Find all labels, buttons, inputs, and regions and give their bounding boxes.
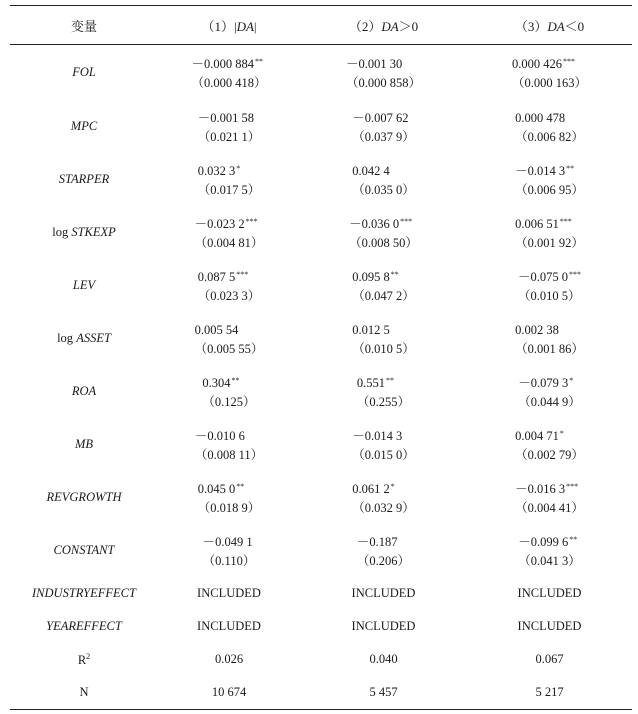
header-model-3-prefix: （3）: [514, 18, 548, 34]
summary-cell: 0.026: [214, 652, 244, 666]
coefficient: [352, 424, 415, 446]
standard-error: （0.008 11）: [194, 448, 264, 462]
summary-cell: 5 217: [467, 676, 632, 710]
standard-error: （0.008 50）: [349, 236, 418, 250]
variable-label: YEAREFFECT: [46, 619, 122, 633]
coefficient: [515, 159, 584, 181]
estimate-block: [357, 530, 410, 571]
estimate-cell: [467, 524, 632, 577]
coefficient: [198, 477, 261, 499]
coefficient-value: －0.001 58: [197, 111, 254, 125]
table-row: [10, 312, 632, 365]
coefficient: [195, 212, 264, 234]
significance-stars: ***: [569, 270, 581, 279]
coefficient: [518, 530, 581, 552]
coefficient: [357, 371, 410, 393]
variable-name: [10, 312, 158, 365]
estimate-block: [352, 477, 415, 518]
standard-error: （0.017 5）: [197, 183, 261, 197]
estimate-cell: [467, 259, 632, 312]
estimate-block: [198, 159, 261, 200]
estimate-block: [518, 530, 581, 571]
estimate-block: [198, 106, 261, 147]
summary-cell: 10 674: [158, 676, 300, 710]
standard-error: （0.255）: [356, 395, 411, 409]
standard-error: （0.006 95）: [515, 183, 584, 197]
estimate-block: [195, 212, 264, 253]
significance-stars: ***: [559, 217, 572, 226]
coefficient: [352, 106, 415, 128]
estimate-cell: [467, 312, 632, 365]
coefficient-value: 0.005 54: [194, 323, 239, 337]
estimate-block: [352, 159, 415, 200]
estimate-cell: [158, 153, 300, 206]
table-row: [10, 676, 632, 710]
summary-cell: INCLUDED: [351, 619, 416, 633]
standard-error: （0.004 81）: [194, 236, 264, 250]
coefficient: [515, 424, 584, 446]
coefficient: [195, 424, 263, 446]
coefficient-value: 0.006 51: [515, 217, 559, 231]
estimate-block: [515, 159, 584, 200]
variable-prefix: log: [57, 331, 77, 345]
estimate-cell: [300, 365, 467, 418]
standard-error: （0.047 2）: [352, 289, 415, 303]
estimate-cell: [158, 312, 300, 365]
coefficient: [198, 106, 261, 128]
coefficient-value: 0.045 0: [197, 482, 236, 496]
header-model-2-suffix: ＞0: [398, 18, 419, 34]
variable-name: [10, 100, 158, 153]
estimate-block: [203, 530, 256, 571]
coefficient-value: 0.002 38: [515, 323, 559, 337]
estimate-cell: [158, 45, 300, 101]
header-model-3-var: DA: [547, 18, 565, 34]
coefficient-value: －0.000 884: [191, 57, 254, 71]
variable-label: MPC: [70, 119, 98, 133]
header-model-2: [300, 6, 467, 45]
coefficient: [518, 265, 581, 287]
header-model-2-prefix: （2）: [348, 18, 382, 34]
table-row: [10, 45, 632, 101]
coefficient-value: 0.042 4: [352, 164, 390, 178]
standard-error: （0.037 9）: [352, 130, 415, 144]
standard-error: （0.005 55）: [194, 342, 264, 356]
variable-name: [10, 206, 158, 259]
estimate-block: [518, 371, 581, 412]
variable-name: [10, 418, 158, 471]
header-model-2-var: DA: [381, 18, 399, 34]
variable-name: [10, 524, 158, 577]
variable-name: [10, 365, 158, 418]
estimate-cell: [467, 206, 632, 259]
header-variable: 变量: [10, 6, 158, 45]
summary-cell: INCLUDED: [517, 619, 582, 633]
significance-stars: **: [386, 376, 395, 385]
estimate-cell: [300, 524, 467, 577]
coefficient: [518, 371, 581, 393]
estimate-block: [515, 212, 584, 253]
table-row: [10, 259, 632, 312]
estimate-cell: [158, 100, 300, 153]
estimate-cell: [467, 471, 632, 524]
standard-error: （0.110）: [202, 554, 256, 568]
estimate-cell: [467, 418, 632, 471]
coefficient-value: －0.001 30: [345, 57, 403, 71]
summary-cell: 0.067: [535, 652, 564, 666]
variable-label: CONSTANT: [53, 543, 115, 557]
coefficient: [512, 52, 587, 74]
significance-stars: **: [236, 482, 245, 491]
standard-error: （0.000 163）: [511, 76, 587, 90]
estimate-cell: [300, 312, 467, 365]
significance-stars: *: [390, 482, 395, 491]
standard-error: （0.018 9）: [197, 501, 261, 515]
coefficient: [346, 52, 421, 74]
table-row: [10, 100, 632, 153]
standard-error: （0.001 92）: [515, 236, 584, 250]
estimate-block: [352, 318, 415, 359]
estimate-cell: [158, 524, 300, 577]
estimate-block: [512, 52, 587, 93]
table-row: [10, 418, 632, 471]
significance-stars: *: [236, 164, 241, 173]
coefficient: [352, 318, 415, 340]
coefficient: [198, 265, 261, 287]
table-row: [10, 365, 632, 418]
significance-stars: *: [569, 376, 574, 385]
summary-cell: 5 457: [300, 676, 467, 710]
estimate-block: [349, 212, 418, 253]
coefficient-value: －0.014 3: [352, 429, 403, 443]
variable-label: STARPER: [58, 172, 110, 186]
significance-stars: **: [231, 376, 240, 385]
significance-stars: ***: [245, 217, 258, 226]
variable-label: REVGROWTH: [46, 490, 122, 504]
estimate-block: [515, 106, 584, 147]
estimate-block: [515, 477, 584, 518]
coefficient-value: －0.187: [356, 535, 398, 549]
estimate-cell: [300, 100, 467, 153]
significance-stars: ***: [562, 57, 575, 66]
table-row: [10, 471, 632, 524]
coefficient-value: 0.061 2: [352, 482, 390, 496]
estimate-block: [195, 318, 264, 359]
estimate-cell: [158, 259, 300, 312]
variable-name: [10, 259, 158, 312]
standard-error: （0.021 1）: [197, 130, 261, 144]
coefficient: [352, 159, 415, 181]
significance-stars: **: [390, 270, 399, 279]
variable-label: N: [79, 685, 89, 699]
standard-error: （0.004 41）: [515, 501, 584, 515]
standard-error: （0.206）: [356, 554, 411, 568]
estimate-block: [352, 424, 415, 465]
coefficient-value: 0.304: [202, 376, 231, 390]
standard-error: （0.023 3）: [197, 289, 261, 303]
estimate-cell: [300, 471, 467, 524]
variable-name: [10, 676, 158, 710]
standard-error: （0.041 3）: [518, 554, 581, 568]
coefficient: [198, 159, 261, 181]
estimate-block: [202, 371, 255, 412]
coefficient: [195, 318, 264, 340]
standard-error: （0.000 418）: [191, 76, 267, 90]
significance-stars: ***: [566, 482, 579, 491]
standard-error: （0.006 82）: [515, 130, 584, 144]
estimate-block: [357, 371, 410, 412]
standard-error: （0.015 0）: [352, 448, 415, 462]
variable-label: R: [77, 652, 87, 667]
coefficient-value: －0.016 3: [515, 482, 566, 496]
estimate-cell: [300, 153, 467, 206]
variable-label: ASSET: [76, 331, 111, 345]
coefficient: [191, 52, 266, 74]
coefficient-value: 0.095 8: [352, 270, 390, 284]
standard-error: （0.002 79）: [515, 448, 584, 462]
table-header-row: [10, 6, 632, 45]
variable-name: [10, 153, 158, 206]
significance-stars: **: [569, 535, 578, 544]
coefficient-value: 0.551: [356, 376, 386, 390]
coefficient-value: －0.023 2: [194, 217, 245, 231]
coefficient: [203, 530, 256, 552]
estimate-block: [198, 265, 261, 306]
table-row: [10, 153, 632, 206]
coefficient-value: －0.036 0: [349, 217, 400, 231]
coefficient-value: －0.007 62: [352, 111, 409, 125]
variable-label: ROA: [71, 384, 97, 398]
table-row: [10, 206, 632, 259]
coefficient: [349, 212, 418, 234]
significance-stars: **: [566, 164, 575, 173]
standard-error: （0.125）: [202, 395, 256, 409]
estimate-block: [195, 424, 263, 465]
variable-label: INDUSTRYEFFECT: [32, 586, 136, 600]
significance-stars: **: [255, 57, 263, 66]
header-model-1-prefix: （1）|: [201, 18, 237, 34]
standard-error: （0.001 86）: [515, 342, 584, 356]
variable-name: [10, 471, 158, 524]
table-row: [10, 577, 632, 610]
standard-error: （0.000 858）: [345, 76, 421, 90]
coefficient: [515, 318, 584, 340]
table-body: [10, 45, 632, 710]
estimate-cell: [158, 471, 300, 524]
estimate-block: [515, 424, 584, 465]
standard-error: （0.035 0）: [352, 183, 415, 197]
coefficient-value: －0.075 0: [517, 270, 568, 284]
estimate-block: [352, 265, 415, 306]
table-row: [10, 524, 632, 577]
standard-error: （0.010 5）: [517, 289, 581, 303]
standard-error: （0.032 9）: [352, 501, 415, 515]
header-model-3-suffix: ＜0: [564, 18, 585, 34]
estimate-cell: [300, 206, 467, 259]
regression-table: [10, 5, 632, 710]
variable-label: MB: [74, 437, 94, 451]
header-model-1: [158, 6, 300, 45]
variable-name: [10, 643, 158, 676]
coefficient-value: 0.087 5: [197, 270, 236, 284]
coefficient-value: －0.014 3: [515, 164, 566, 178]
standard-error: （0.044 9）: [518, 395, 581, 409]
estimate-block: [191, 52, 266, 93]
estimate-cell: [300, 259, 467, 312]
summary-cell: INCLUDED: [197, 586, 261, 600]
coefficient: [515, 106, 584, 128]
coefficient-value: 0.012 5: [352, 323, 390, 337]
summary-cell: INCLUDED: [517, 586, 582, 600]
estimate-block: [518, 265, 581, 306]
estimate-block: [346, 52, 421, 93]
summary-cell: INCLUDED: [197, 619, 261, 633]
estimate-cell: [467, 153, 632, 206]
variable-label: FOL: [72, 65, 96, 79]
table-row: [10, 610, 632, 643]
coefficient-value: －0.010 6: [194, 429, 245, 443]
standard-error: （0.010 5）: [352, 342, 415, 356]
estimate-block: [198, 477, 261, 518]
coefficient-value: 0.000 426: [511, 57, 562, 71]
summary-cell: INCLUDED: [351, 586, 416, 600]
significance-stars: ***: [236, 270, 249, 279]
coefficient: [352, 477, 415, 499]
variable-name: [10, 577, 158, 610]
coefficient: [202, 371, 255, 393]
estimate-cell: [300, 418, 467, 471]
variable-prefix: log: [52, 225, 72, 239]
significance-stars: *: [559, 429, 564, 438]
coefficient-value: －0.099 6: [518, 535, 569, 549]
summary-cell: 0.040: [369, 652, 398, 666]
significance-stars: ***: [400, 217, 413, 226]
estimate-cell: [467, 45, 632, 101]
estimate-cell: [158, 206, 300, 259]
coefficient-value: －0.079 3: [518, 376, 569, 390]
estimate-cell: [300, 45, 467, 101]
superscript: 2: [86, 651, 91, 661]
header-model-3: [467, 6, 632, 45]
variable-label: LEV: [72, 278, 96, 292]
estimate-cell: [467, 100, 632, 153]
header-model-1-var: DA: [236, 18, 254, 34]
coefficient: [357, 530, 410, 552]
estimate-cell: [467, 365, 632, 418]
header-model-1-suffix: |: [253, 18, 257, 34]
variable-name: [10, 610, 158, 643]
coefficient-value: －0.049 1: [202, 535, 253, 549]
coefficient-value: 0.032 3: [197, 164, 236, 178]
variable-name: [10, 45, 158, 101]
variable-label: STKEXP: [71, 225, 116, 239]
estimate-cell: [158, 365, 300, 418]
estimate-block: [352, 106, 415, 147]
estimate-block: [515, 318, 584, 359]
coefficient: [515, 212, 584, 234]
estimate-cell: [158, 418, 300, 471]
coefficient-value: 0.000 478: [515, 111, 566, 125]
table-row: [10, 643, 632, 676]
coefficient-value: 0.004 71: [515, 429, 559, 443]
coefficient: [352, 265, 415, 287]
coefficient: [515, 477, 584, 499]
